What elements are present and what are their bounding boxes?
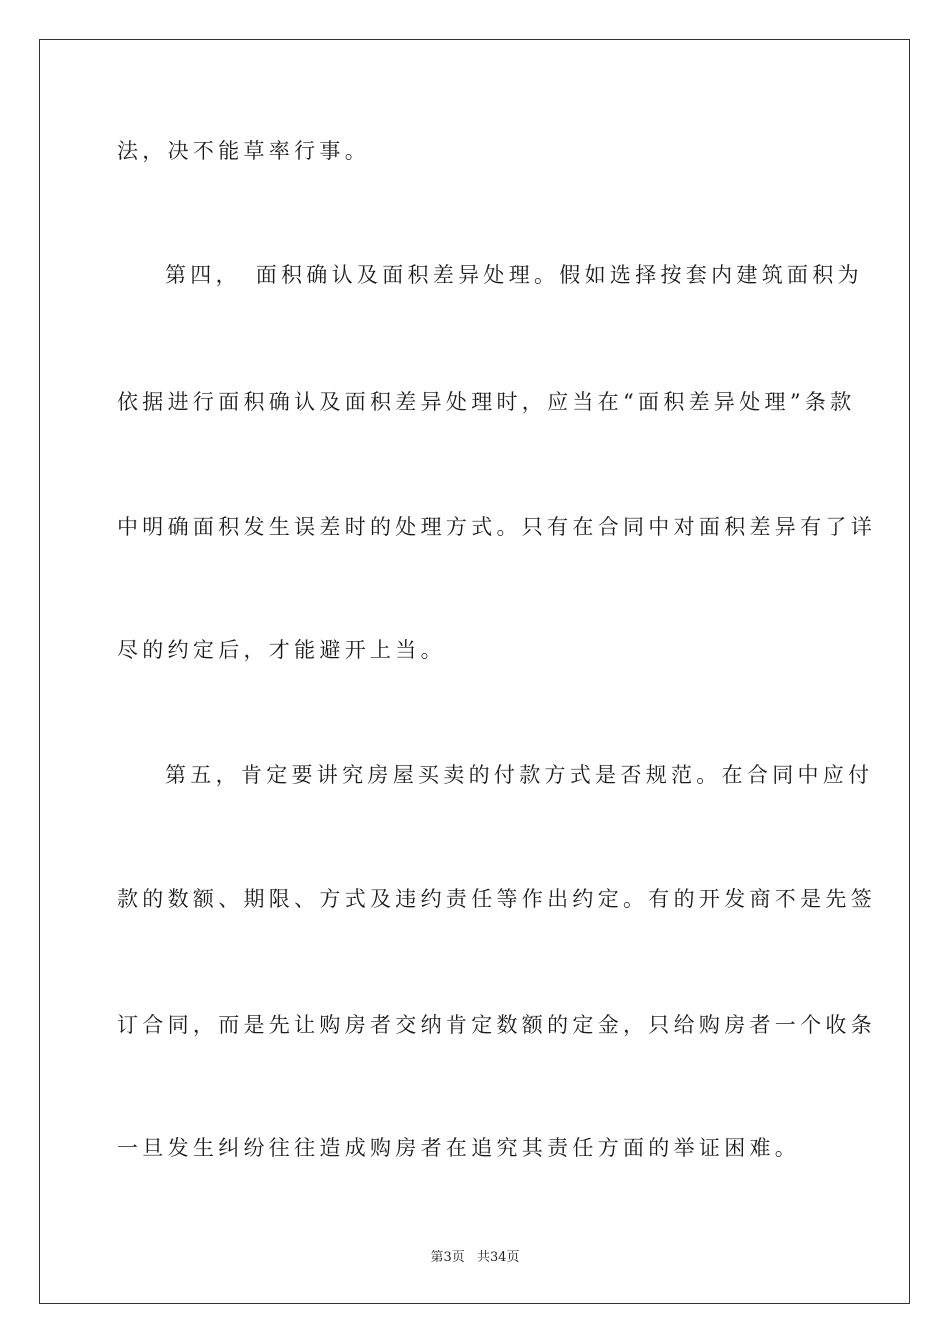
text-line: 订合同，而是先让购房者交纳肯定数额的定金，只给购房者一个收条: [117, 1013, 876, 1037]
page-footer: [0, 1246, 950, 1265]
page-border: [39, 39, 910, 1304]
text-line: 法，决不能草率行事。: [117, 139, 370, 163]
paragraph-first-line: 第五，肯定要讲究房屋买卖的付款方式是否规范。在合同中应付: [165, 763, 874, 787]
page-total: 共34页: [476, 1250, 520, 1265]
text-line: 尽的约定后，才能避开上当。: [117, 638, 446, 662]
text-line: 一旦发生纠纷往往造成购房者在追究其责任方面的举证困难。: [117, 1136, 801, 1160]
page-number: 第3页: [430, 1250, 465, 1265]
text-line: 依据进行面积确认及面积差异处理时，应当在“面积差异处理”条款: [117, 390, 856, 414]
text-line: 款的数额、期限、方式及违约责任等作出约定。有的开发商不是先签: [117, 887, 876, 911]
text-line: 中明确面积发生误差时的处理方式。只有在合同中对面积差异有了详: [117, 515, 876, 539]
paragraph-first-line: 第四， 面积确认及面积差异处理。假如选择按套内建筑面积为: [165, 263, 863, 287]
